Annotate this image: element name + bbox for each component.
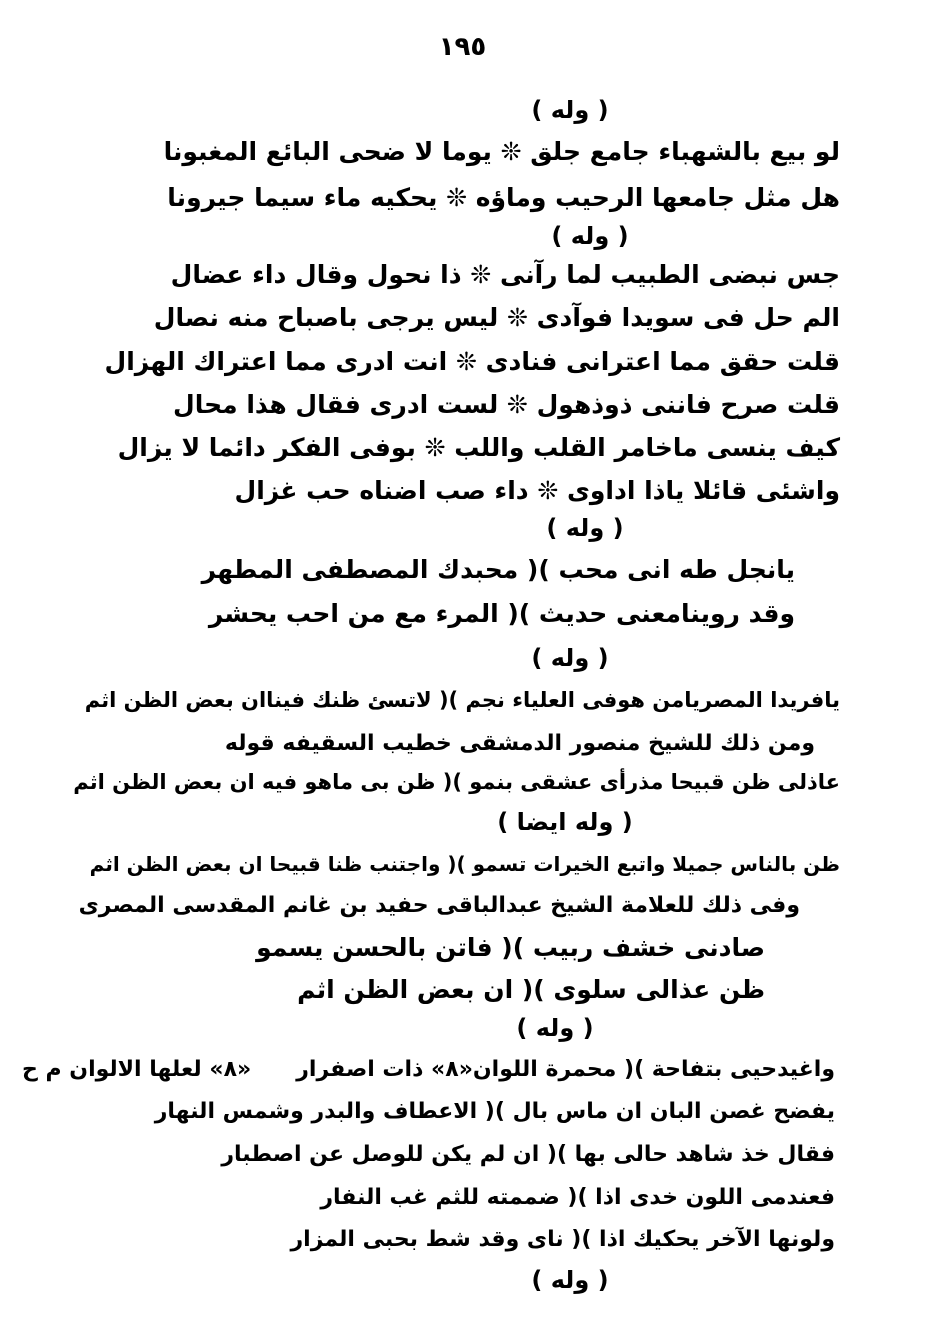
- prose-line: ومن ذلك للشيخ منصور الدمشقى خطيب السقيفه قوله: [224, 731, 815, 756]
- verse-line: الم حل فى سويدا فوآدى ❊ ليس يرجى باصباح منه نصال: [153, 303, 840, 332]
- verse-line: قلت حقق مما اعترانى فنادى ❊ انت ادرى مما اعتراك الهزال: [104, 347, 840, 376]
- section-heading: ( وله ): [546, 514, 624, 542]
- page-number: ١٩٥: [438, 32, 487, 62]
- verse-line: صادنى خشف ربيب )( فاتن بالحسن يسمو: [256, 933, 765, 962]
- verse-line: واغيدحيى بتفاحة )( محمرة اللوان«٨» ذات اصفرار: [296, 1057, 835, 1082]
- verse-line: يفضح غصن البان ان ماس بال )( الاعطاف والبدر وشمس النهار: [154, 1099, 835, 1124]
- footnote: «٨» لعلها الالوان م ح: [22, 1057, 252, 1082]
- section-heading: ( وله ): [551, 222, 629, 250]
- verse-line: هل مثل جامعها الرحيب وماؤه ❊ يحكيه ماء سيما جيرونا: [167, 183, 840, 212]
- section-heading: ( وله ): [531, 644, 609, 672]
- verse-line: فقال خذ شاهد حالى بها )( ان لم يكن للوصل عن اصطبار: [221, 1142, 835, 1167]
- prose-line: وفى ذلك للعلامة الشيخ عبدالباقى حفيد بن غانم المقدسى المصرى: [78, 893, 800, 918]
- verse-line: ظن عذالى سلوى )( ان بعض الظن اثم: [297, 975, 765, 1004]
- verse-line: واشئى قائلا ياذا اداوى ❊ داء صب اضناه حب غزال: [234, 476, 840, 505]
- section-heading: ( وله ): [531, 96, 609, 124]
- verse-line: وقد روينامعنى حديث )( المرء مع من احب يحشر: [208, 599, 795, 628]
- verse-line: قلت صرح فاننى ذوذهول ❊ لست ادرى فقال هذا محال: [173, 390, 840, 419]
- verse-line: فعندمى اللون خدى اذا )( ضممته للثم غب النفار: [320, 1185, 835, 1210]
- verse-line: جس نبضى الطبيب لما رآنى ❊ ذا نحول وقال داء عضال: [170, 260, 840, 289]
- verse-line: يانجل طه انى محب )( محبدك المصطفى المطهر: [201, 555, 795, 584]
- verse-line: ظن بالناس جميلا واتبع الخيرات تسمو )( واجتنب ظنا قبيحا ان بعض الظن اثم: [89, 852, 840, 876]
- section-heading: ( وله ): [516, 1014, 594, 1042]
- verse-line: عاذلى ظن قبيحا مذرأى عشقى بنمو )( ظن بى ماهو فيه ان بعض الظن اثم: [73, 770, 840, 794]
- verse-line: ولونها الآخر يحكيك اذا )( ناى وقد شط بحبى المزار: [290, 1227, 835, 1252]
- section-heading: ( وله ): [531, 1266, 609, 1294]
- verse-line: لو بيع بالشهباء جامع جلق ❊ يوما لا ضحى البائع المغبونا: [163, 137, 840, 166]
- verse-line: كيف ينسى ماخامر القلب واللب ❊ بوفى الفكر دائما لا يزال: [117, 433, 840, 462]
- verse-line: يافريدا المصريامن هوفى العلياء نجم )( لاتسئ ظنك فيناان بعض الظن اثم: [84, 688, 840, 712]
- section-heading: ( وله ايضا ): [497, 808, 633, 836]
